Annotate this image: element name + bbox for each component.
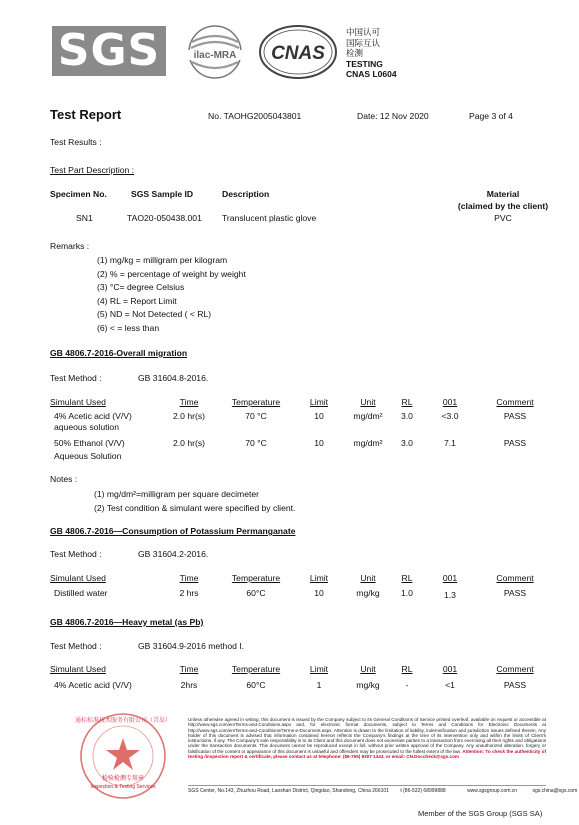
s1-row2-unit: mg/dm²	[353, 438, 383, 448]
s1-header-001: 001	[442, 397, 458, 407]
s1-row1-comment: PASS	[503, 411, 527, 421]
footer-email[interactable]: sgs.china@sgs.com	[532, 788, 578, 794]
s1-header-rl: RL	[401, 397, 413, 407]
notes-label: Notes :	[50, 474, 78, 484]
s3-header-time: Time	[179, 664, 199, 674]
s3-row-temperature: 60°C	[246, 680, 266, 690]
s1-row1-simulant: 4% Acetic acid (V/V)	[54, 411, 132, 421]
cnas-logo	[258, 24, 338, 80]
cnas-logo-text: CNAS	[271, 43, 325, 64]
footer-address: SGS Center, No.143, Zhuzhou Road, Laoshan District, Qingdao, Shandong, China 266101	[188, 788, 389, 794]
s1-header-comment: Comment	[496, 397, 534, 407]
cnas-cn-line2: 国际互认	[346, 37, 381, 48]
s1-row2-temperature: 70 °C	[245, 438, 267, 448]
remark-item: (2) % = percentage of weight by weight	[97, 268, 246, 279]
cnas-accreditation-text	[346, 27, 397, 80]
stamp-cn-text: 通标标准技术服务有限公司（青岛）	[74, 717, 172, 724]
ilac-mra-logo	[178, 24, 252, 80]
remark-item: (4) RL = Report Limit	[97, 295, 177, 306]
footer-divider	[188, 785, 546, 786]
s1-header-simulant: Simulant Used	[50, 397, 106, 407]
section2-method-label: Test Method :	[50, 549, 102, 559]
section1-title: GB 4806.7-2016-Overall migration	[50, 348, 188, 358]
s3-row-time: 2hrs	[180, 680, 198, 690]
s1-header-time: Time	[179, 397, 199, 407]
remarks-list	[97, 254, 246, 336]
specimen-header-no: Specimen No.	[50, 189, 107, 199]
s2-header-rl: RL	[401, 573, 413, 583]
s2-row-unit: mg/kg	[356, 588, 380, 598]
s2-header-unit: Unit	[360, 573, 376, 583]
s1-row1-result: <3.0	[441, 411, 459, 421]
s3-row-limit: 1	[316, 680, 322, 690]
footer-member: Member of the SGS Group (SGS SA)	[418, 809, 543, 818]
s1-header-temperature: Temperature	[231, 397, 281, 407]
specimen-sample-id: TAO20-050438.001	[127, 213, 202, 223]
report-page: Page 3 of 4	[469, 111, 513, 121]
s2-row-rl: 1.0	[401, 588, 413, 598]
s3-row-rl: -	[405, 680, 409, 690]
section3-method-label: Test Method :	[50, 641, 102, 651]
stamp-seal-text: 检验检测专用章	[101, 775, 145, 782]
s3-header-limit: Limit	[309, 664, 329, 674]
section2-method: GB 31604.2-2016.	[138, 549, 209, 559]
s2-row-time: 2 hrs	[179, 588, 199, 598]
s2-row-result: 1.3	[444, 590, 456, 600]
remark-item: (1) mg/kg = milligram per kilogram	[97, 255, 228, 265]
s1-row2-simulant: 50% Ethanol (V/V)	[54, 438, 125, 448]
report-number: No. TAOHG2005043801	[208, 111, 302, 121]
s1-row2-result: 7.1	[444, 438, 456, 448]
cnas-cn-line3: 检测	[346, 48, 364, 58]
specimen-header-id: SGS Sample ID	[131, 189, 194, 199]
s2-row-limit: 10	[314, 588, 324, 598]
s2-header-comment: Comment	[496, 573, 534, 583]
s2-header-001: 001	[442, 573, 458, 583]
s1-row2-time: 2.0 hr(s)	[173, 438, 205, 448]
s3-header-unit: Unit	[360, 664, 376, 674]
s1-header-unit: Unit	[360, 397, 376, 407]
s1-row1-temperature: 70 °C	[245, 411, 267, 421]
s2-header-simulant: Simulant Used	[50, 573, 106, 583]
note-item: (2) Test condition & simulant were specified by client.	[94, 502, 296, 513]
section3-method: GB 31604.9-2016 method I.	[138, 641, 245, 651]
specimen-header-material: Material	[486, 189, 520, 199]
specimen-no: SN1	[76, 213, 93, 223]
footer-web[interactable]: www.sgsgroup.com.cn	[467, 788, 518, 794]
test-results-label: Test Results :	[50, 137, 102, 147]
authenticity-notice: Attention: To check the authenticity of testing /inspection report & certificate, please contact us at telephone: (86-755) 8307 1443, or email: CN.Doccheck@sgs.com	[188, 748, 547, 760]
specimen-description: Translucent plastic glove	[222, 213, 317, 223]
cnas-testing: TESTING	[346, 58, 383, 69]
note-item: (1) mg/dm²=milligram per square decimeter	[94, 489, 260, 499]
section3-title: GB 4806.7-2016—Heavy metal (as Pb)	[50, 617, 204, 627]
s2-header-temperature: Temperature	[231, 573, 281, 583]
s3-row-simulant: 4% Acetic acid (V/V)	[54, 680, 132, 690]
s2-header-time: Time	[179, 573, 199, 583]
s3-header-temperature: Temperature	[231, 664, 281, 674]
s3-header-001: 001	[442, 664, 458, 674]
s1-row2-comment: PASS	[503, 438, 527, 448]
s1-row1-unit: mg/dm²	[353, 411, 383, 421]
specimen-header-description: Description	[222, 189, 270, 199]
s3-row-comment: PASS	[503, 680, 527, 690]
section2-title: GB 4806.7-2016—Consumption of Potassium Permanganate	[50, 526, 296, 536]
report-date: Date: 12 Nov 2020	[357, 111, 429, 121]
s2-row-simulant: Distilled water	[54, 588, 108, 598]
cnas-cn-line1: 中国认可	[346, 27, 381, 37]
s2-header-limit: Limit	[309, 573, 329, 583]
footer-disclaimer	[188, 717, 546, 759]
s2-row-temperature: 60°C	[246, 588, 266, 598]
specimen-material: PVC	[494, 213, 512, 223]
s1-row2-limit: 10	[314, 438, 324, 448]
section1-method: GB 31604.8-2016.	[138, 373, 209, 383]
inspection-stamp	[66, 710, 180, 802]
ilac-text: ilac-MRA	[193, 50, 237, 61]
stamp-en-text: Inspection & Testing Services	[90, 784, 156, 790]
specimen-header-claimed: (claimed by the client)	[457, 201, 549, 211]
s1-row2-rl: 3.0	[401, 438, 413, 448]
cnas-code: CNAS L0604	[346, 69, 397, 79]
section1-method-label: Test Method :	[50, 373, 102, 383]
remark-item: (3) °C= degree Celsius	[97, 282, 185, 293]
footer-phone: t (86-532) 68999888	[400, 788, 446, 794]
s1-row1-time: 2.0 hr(s)	[173, 411, 205, 421]
remarks-label: Remarks :	[50, 241, 90, 251]
s3-row-unit: mg/kg	[356, 680, 380, 690]
remark-item: (6) < = less than	[97, 322, 160, 333]
footer-address-line	[188, 788, 577, 794]
disclaimer-text: Unless otherwise agreed in writing, this document is issued by the Company subject to its General Conditions of Service printed overleaf, available on request or accessible at http://www.sgs.com/en/Terms-and-Conditions.aspx and, for electronic format documents, subject to Terms and Conditions for Electronic Documents at http://www.sgs.com/en/Terms-and-Conditions/Terms-e-Document.aspx. Attention is drawn to the limitation of liability, indemnification and jurisdiction issues defined therein. Any holder of this document is advised that information contained hereon reflects the Company's findings at the time of its intervention only and within the limits of Client's instructions, if any. The Company's sole responsibility is to its Client and this document does not exonerate parties to a transaction from exercising all their rights and obligations under the transaction documents. This document cannot be reproduced except in full, without prior written approval of the Company. Any unauthorized alteration, forgery or falsification of the content or appearance of this document is unlawful and offenders may be prosecuted to the fullest extent of the law.	[188, 717, 546, 754]
s3-row-result: <1	[445, 680, 455, 690]
test-part-description-label: Test Part Description :	[50, 165, 135, 175]
s2-row-comment: PASS	[503, 588, 527, 598]
s1-row1-limit: 10	[314, 411, 324, 421]
s3-header-rl: RL	[401, 664, 413, 674]
remark-item: (5) ND = Not Detected ( < RL)	[97, 309, 212, 320]
s3-header-comment: Comment	[496, 664, 534, 674]
sgs-logo: SGS	[52, 26, 166, 76]
s1-header-limit: Limit	[309, 397, 329, 407]
s1-row1-rl: 3.0	[401, 411, 413, 421]
s1-row2-simulant-extra: Aqueous Solution	[54, 451, 122, 461]
s1-row1-simulant-extra: aqueous solution	[54, 422, 119, 432]
report-title: Test Report	[50, 107, 122, 122]
notes-list	[94, 488, 295, 515]
s3-header-simulant: Simulant Used	[50, 664, 106, 674]
